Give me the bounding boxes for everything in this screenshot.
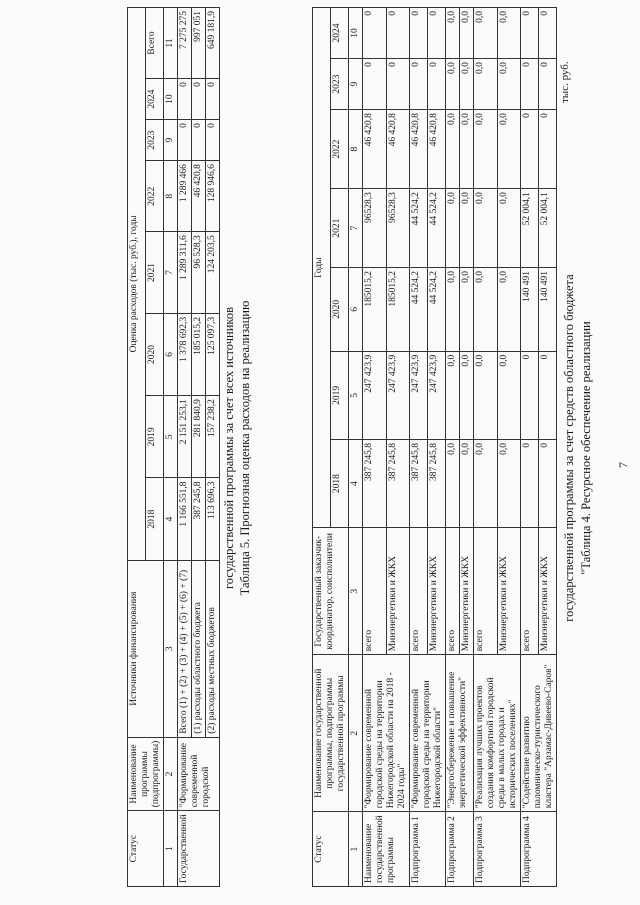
row-value: 157 238,2 — [206, 396, 220, 478]
table5-title-line2: государственной программы за счет всех источников — [222, 307, 236, 590]
header-year: 2023 — [331, 59, 349, 110]
column-number: 9 — [349, 59, 363, 110]
row-value: 0,0 — [460, 189, 474, 268]
row-value: 0 — [521, 110, 539, 189]
row-customer: Минэнергетики и ЖКХ — [497, 528, 521, 655]
row-value: 0 — [428, 59, 446, 110]
row-value: 0,0 — [497, 110, 521, 189]
table-row — [474, 8, 498, 887]
table-row — [446, 8, 460, 887]
row-value: 0,0 — [474, 189, 498, 268]
row-name: "Формирование современной городской — [178, 737, 220, 811]
table-row — [363, 8, 387, 887]
row-value: 387 245,8 — [386, 439, 410, 527]
row-status: Подпрограмма 3 — [474, 812, 521, 887]
row-value: 96528,3 — [386, 189, 410, 268]
page-number: 7 — [616, 462, 630, 468]
row-value: 46 420,8 — [410, 110, 428, 189]
header-estimate: Оценка расходов (тыс. руб.), годы — [128, 8, 146, 561]
row-value: 0,0 — [474, 351, 498, 439]
column-number: 1 — [349, 812, 363, 887]
column-number: 10 — [164, 79, 178, 120]
row-status: Подпрограмма 2 — [446, 812, 474, 887]
header-name: Наименование государственной программы, подпрограммы государственной программы — [313, 655, 349, 812]
row-value: 0 — [386, 59, 410, 110]
row-value: 247 423,9 — [428, 351, 446, 439]
header-years: Годы — [313, 8, 331, 528]
row-value: 0 — [206, 79, 220, 120]
row-value: 247 423,9 — [386, 351, 410, 439]
units-label: тыс. руб. — [559, 61, 571, 103]
row-value: 0 — [363, 8, 387, 59]
row-value: 140 491 — [539, 268, 557, 352]
row-name: "Реализация лучших проектов создания комфортной городской среды в малых городах и исторических поселениях" — [474, 655, 521, 812]
row-value: 1 378 692,3 — [178, 313, 192, 395]
row-value: 0,0 — [497, 8, 521, 59]
row-value: 0 — [410, 8, 428, 59]
row-value: 0 — [206, 120, 220, 161]
row-customer: всего — [410, 528, 428, 655]
header-year: 2024 — [146, 79, 164, 120]
table-row — [410, 8, 428, 887]
row-value: 0 — [178, 79, 192, 120]
row-value: 0 — [410, 59, 428, 110]
column-number: 7 — [349, 189, 363, 268]
table4-header-row — [313, 8, 331, 887]
row-value: 0,0 — [460, 110, 474, 189]
row-value: 0,0 — [460, 268, 474, 352]
column-number: 9 — [164, 120, 178, 161]
row-customer: Минэнергетики и ЖКХ — [386, 528, 410, 655]
header-year: 2019 — [331, 351, 349, 439]
row-value: 0,0 — [446, 110, 460, 189]
row-value: 0,0 — [474, 268, 498, 352]
rotated-content — [22, 3, 630, 893]
header-name: Наименование программы (подпрограммы) — [128, 737, 164, 811]
row-value: 1 166 551,8 — [178, 478, 192, 560]
row-value: 0,0 — [460, 59, 474, 110]
row-value: 1 289 311,6 — [178, 232, 192, 314]
row-value: 44 524,2 — [410, 268, 428, 352]
row-value: 2 151 253,1 — [178, 396, 192, 478]
column-number: 6 — [349, 268, 363, 352]
row-value: 46 420,8 — [363, 110, 387, 189]
row-status: Государственной — [178, 811, 220, 887]
row-customer: всего — [521, 528, 539, 655]
row-value: 1 289 466 — [178, 161, 192, 232]
header-year: 2020 — [331, 268, 349, 352]
column-number: 2 — [349, 655, 363, 812]
row-value: 0,0 — [497, 189, 521, 268]
column-number: 10 — [349, 8, 363, 59]
row-value: 46 420,8 — [428, 110, 446, 189]
row-value: 387 245,8 — [192, 478, 206, 560]
row-value: 0 — [428, 8, 446, 59]
column-number: 7 — [164, 232, 178, 314]
row-value: 0,0 — [474, 439, 498, 527]
row-customer: всего — [363, 528, 387, 655]
row-value: 0,0 — [474, 59, 498, 110]
row-value: 44 524,2 — [428, 189, 446, 268]
row-value: 0,0 — [446, 351, 460, 439]
row-value: 124 203,5 — [206, 232, 220, 314]
row-value: 7 275 275 — [178, 8, 192, 79]
row-source: (1) расходы областного бюджета — [192, 560, 206, 737]
row-value: 0 — [363, 59, 387, 110]
table5-number-row — [164, 8, 178, 887]
row-value: 0,0 — [446, 59, 460, 110]
header-year: 2019 — [146, 396, 164, 478]
column-number: 5 — [164, 396, 178, 478]
row-name: "Энергосбережение и повышение энергетической эффективности" — [446, 655, 474, 812]
row-value: 387 245,8 — [363, 439, 387, 527]
row-value: 0 — [521, 439, 539, 527]
column-number: 4 — [164, 478, 178, 560]
row-value: 0 — [539, 59, 557, 110]
column-number: 8 — [349, 110, 363, 189]
row-value: 96528,3 — [363, 189, 387, 268]
table5 — [127, 7, 220, 887]
row-status: Наименование государственной программы — [363, 812, 410, 887]
row-value: 140 491 — [521, 268, 539, 352]
table4-title-line1: "Таблица 4. Ресурсное обеспечение реализации — [579, 321, 593, 575]
row-value: 185015,2 — [386, 268, 410, 352]
table5-header-row — [128, 8, 146, 887]
row-value: 0 — [539, 351, 557, 439]
row-status: Подпрограмма 4 — [521, 812, 557, 887]
header-year: 2024 — [331, 8, 349, 59]
column-number: 11 — [164, 8, 178, 79]
row-value: 185 015,2 — [192, 313, 206, 395]
row-name: "Содействие развитию паломническо-туристического кластера "Арзамас-Дивеево-Саров" — [521, 655, 557, 812]
row-value: 0 — [521, 351, 539, 439]
row-value: 997 051 — [192, 8, 206, 79]
header-year: 2021 — [331, 189, 349, 268]
row-value: 0 — [386, 8, 410, 59]
table-row — [521, 8, 539, 887]
row-value: 0,0 — [446, 268, 460, 352]
header-customer: Государственный заказчик-координатор, соисполнители — [313, 528, 349, 655]
row-status: Подпрограмма 1 — [410, 812, 446, 887]
row-value: 52 004,1 — [521, 189, 539, 268]
header-source: Источники финансирования — [128, 560, 164, 737]
row-value: 44 524,2 — [410, 189, 428, 268]
table5-title-line1: Таблица 5. Прогнозная оценка расходов на реализацию — [238, 300, 252, 596]
header-year: Всего — [146, 8, 164, 79]
header-year: 2018 — [146, 478, 164, 560]
row-name: "Формирование современной городской среды на территории Нижегородской области" — [410, 655, 446, 812]
row-value: 0 — [192, 79, 206, 120]
column-number: 3 — [349, 528, 363, 655]
row-source: Всего (1) + (2) + (3) + (4) + (5) + (6) + (7) — [178, 560, 192, 737]
row-value: 128 946,6 — [206, 161, 220, 232]
row-value: 0,0 — [446, 8, 460, 59]
row-value: 113 696,3 — [206, 478, 220, 560]
row-customer: Минэнергетики и ЖКХ — [428, 528, 446, 655]
row-customer: всего — [446, 528, 460, 655]
header-year: 2021 — [146, 232, 164, 314]
row-value: 0,0 — [446, 189, 460, 268]
row-value: 0,0 — [497, 439, 521, 527]
row-value: 0 — [178, 120, 192, 161]
row-value: 387 245,8 — [428, 439, 446, 527]
row-value: 46 420,8 — [192, 161, 206, 232]
row-value: 0 — [539, 8, 557, 59]
column-number: 8 — [164, 161, 178, 232]
column-number: 5 — [349, 351, 363, 439]
table4 — [312, 7, 557, 887]
row-source: (2) расходы местных бюджетов — [206, 560, 220, 737]
header-year: 2018 — [331, 439, 349, 527]
row-value: 96 528,3 — [192, 232, 206, 314]
row-value: 185015,2 — [363, 268, 387, 352]
row-value: 0,0 — [474, 8, 498, 59]
row-customer: Минэнергетики и ЖКХ — [460, 528, 474, 655]
row-value: 44 524,2 — [428, 268, 446, 352]
row-value: 0,0 — [446, 439, 460, 527]
row-value: 0,0 — [460, 351, 474, 439]
row-value: 0,0 — [497, 59, 521, 110]
row-value: 52 004,1 — [539, 189, 557, 268]
row-value: 0,0 — [460, 8, 474, 59]
table4-number-row — [349, 8, 363, 887]
row-name: "Формирование современной городской среды на территории Нижегородской области на 2018 - 2024 годы" — [363, 655, 410, 812]
header-year: 2023 — [146, 120, 164, 161]
row-value: 0,0 — [497, 351, 521, 439]
header-year: 2022 — [331, 110, 349, 189]
row-value: 0 — [521, 59, 539, 110]
header-status: Статус — [128, 811, 164, 887]
header-status: Статус — [313, 812, 349, 887]
row-value: 0 — [539, 439, 557, 527]
row-value: 125 097,3 — [206, 313, 220, 395]
row-value: 281 840,9 — [192, 396, 206, 478]
row-value: 0,0 — [460, 439, 474, 527]
row-value: 247 423,9 — [363, 351, 387, 439]
row-value: 0 — [192, 120, 206, 161]
table4-title-line2: государственной программы за счет средств областного бюджета — [562, 274, 576, 622]
row-customer: всего — [474, 528, 498, 655]
row-customer: Минэнергетики и ЖКХ — [539, 528, 557, 655]
row-value: 247 423,9 — [410, 351, 428, 439]
row-value: 0 — [539, 110, 557, 189]
header-year: 2020 — [146, 313, 164, 395]
row-value: 0,0 — [474, 110, 498, 189]
header-year: 2022 — [146, 161, 164, 232]
column-number: 3 — [164, 560, 178, 737]
column-number: 4 — [349, 439, 363, 527]
table-row — [178, 8, 192, 887]
column-number: 1 — [164, 811, 178, 887]
row-value: 0,0 — [497, 268, 521, 352]
column-number: 2 — [164, 737, 178, 811]
row-value: 387 245,8 — [410, 439, 428, 527]
row-value: 649 181,9 — [206, 8, 220, 79]
column-number: 6 — [164, 313, 178, 395]
row-value: 46 420,8 — [386, 110, 410, 189]
row-value: 0 — [521, 8, 539, 59]
